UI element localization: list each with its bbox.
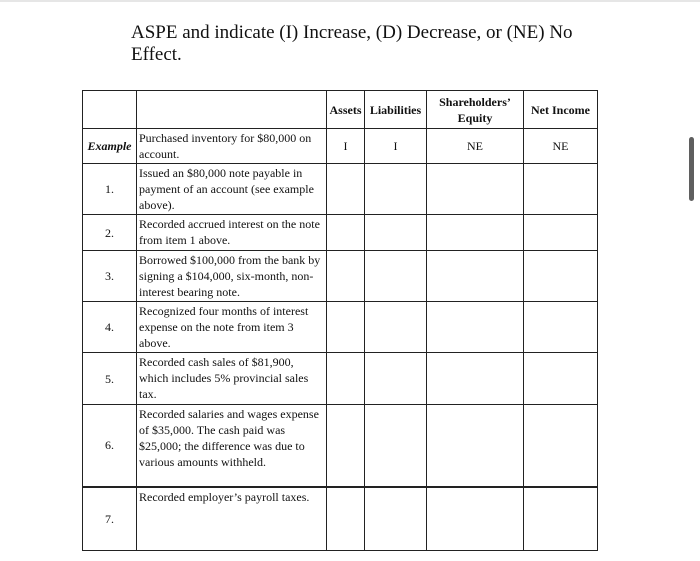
table-row	[83, 302, 598, 353]
header-net-income: Net Income	[524, 91, 598, 129]
equity-answer-cell[interactable]	[427, 487, 524, 551]
net-income-answer-cell[interactable]	[524, 302, 598, 353]
liabilities-answer-cell[interactable]	[365, 164, 427, 215]
row-description: Recognized four months of interest expense on the note from item 3 above.	[137, 302, 327, 353]
table-row	[83, 164, 598, 215]
assets-answer-cell[interactable]	[327, 215, 365, 251]
row-description: Recorded cash sales of $81,900, which includes 5% provincial sales tax.	[137, 353, 327, 405]
assets-answer-cell: I	[327, 129, 365, 164]
net-income-answer-cell: NE	[524, 129, 598, 164]
row-label: 1.	[83, 164, 137, 215]
net-income-answer-cell[interactable]	[524, 164, 598, 215]
row-label: 6.	[83, 405, 137, 487]
net-income-answer-cell[interactable]	[524, 405, 598, 487]
equity-answer-cell[interactable]	[427, 164, 524, 215]
equity-answer-cell[interactable]	[427, 353, 524, 405]
row-label: 5.	[83, 353, 137, 405]
table-row	[83, 215, 598, 251]
header-liabilities: Liabilities	[365, 91, 427, 129]
liabilities-answer-cell[interactable]	[365, 215, 427, 251]
net-income-answer-cell[interactable]	[524, 353, 598, 405]
equity-answer-cell[interactable]	[427, 251, 524, 302]
vertical-scrollbar[interactable]	[689, 137, 694, 201]
assets-answer-cell[interactable]	[327, 302, 365, 353]
liabilities-answer-cell[interactable]	[365, 251, 427, 302]
row-description: Recorded employer’s payroll taxes.	[137, 487, 327, 551]
row-description: Purchased inventory for $80,000 on account.	[137, 129, 327, 164]
liabilities-answer-cell[interactable]	[365, 353, 427, 405]
transaction-effects-table	[82, 90, 598, 551]
table-row	[83, 251, 598, 302]
equity-answer-cell[interactable]	[427, 405, 524, 487]
table-row	[83, 405, 598, 487]
header-shareholders-equity: Shareholders’ Equity	[427, 91, 524, 129]
liabilities-answer-cell[interactable]	[365, 405, 427, 487]
row-label: 2.	[83, 215, 137, 251]
assets-answer-cell[interactable]	[327, 251, 365, 302]
row-label: 3.	[83, 251, 137, 302]
top-divider	[0, 0, 700, 2]
header-blank-description	[137, 91, 327, 129]
assets-answer-cell[interactable]	[327, 405, 365, 487]
row-label: Example	[83, 129, 137, 164]
assets-answer-cell[interactable]	[327, 164, 365, 215]
assets-answer-cell[interactable]	[327, 353, 365, 405]
table-row	[83, 353, 598, 405]
assets-answer-cell[interactable]	[327, 487, 365, 551]
liabilities-answer-cell: I	[365, 129, 427, 164]
instructions-text: ASPE and indicate (I) Increase, (D) Decrease, or (NE) No Effect.	[131, 22, 573, 65]
net-income-answer-cell[interactable]	[524, 487, 598, 551]
table-row	[83, 129, 598, 164]
header-blank-label	[83, 91, 137, 129]
net-income-answer-cell[interactable]	[524, 215, 598, 251]
net-income-answer-cell[interactable]	[524, 251, 598, 302]
table-row	[83, 487, 598, 551]
equity-answer-cell[interactable]	[427, 302, 524, 353]
liabilities-answer-cell[interactable]	[365, 302, 427, 353]
equity-answer-cell[interactable]	[427, 215, 524, 251]
equity-answer-cell: NE	[427, 129, 524, 164]
row-label: 4.	[83, 302, 137, 353]
liabilities-answer-cell[interactable]	[365, 487, 427, 551]
row-description: Recorded salaries and wages expense of $35,000. The cash paid was $25,000; the difference was due to various amounts withheld.	[137, 405, 327, 487]
row-description: Borrowed $100,000 from the bank by signing a $104,000, six-month, non-interest bearing note.	[137, 251, 327, 302]
row-description: Recorded accrued interest on the note from item 1 above.	[137, 215, 327, 251]
header-row	[83, 91, 598, 129]
row-label: 7.	[83, 487, 137, 551]
header-assets: Assets	[327, 91, 365, 129]
row-description: Issued an $80,000 note payable in payment of an account (see example above).	[137, 164, 327, 215]
